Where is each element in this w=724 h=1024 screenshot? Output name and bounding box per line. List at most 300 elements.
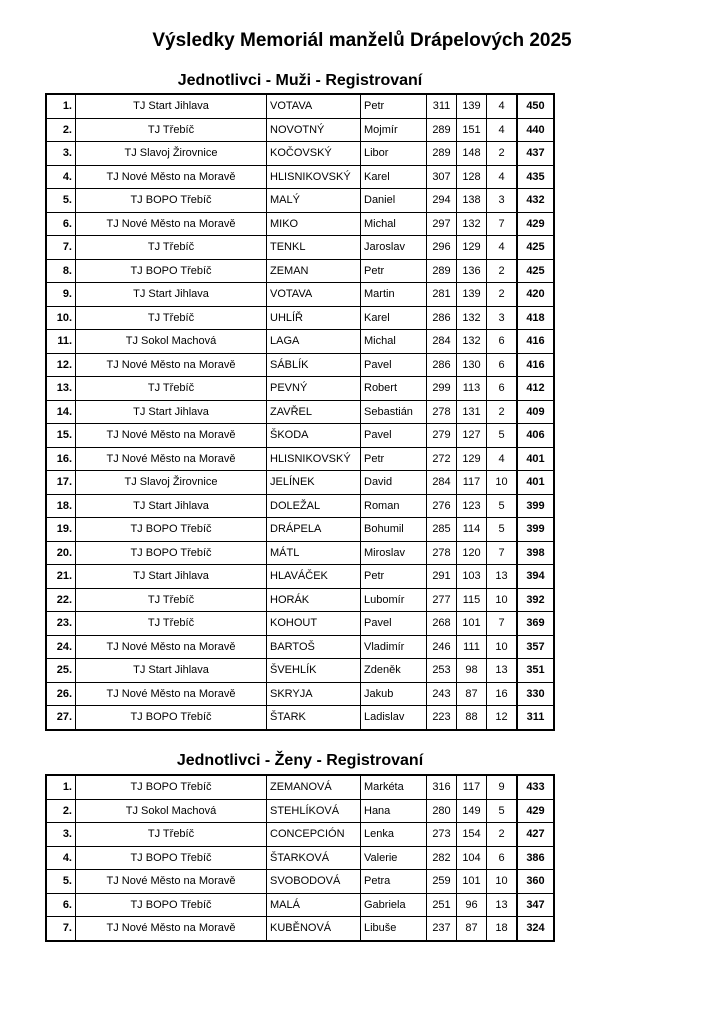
total-score-cell: 406 bbox=[517, 424, 554, 448]
first-name-cell: Gabriela bbox=[361, 893, 427, 917]
first-name-cell: Hana bbox=[361, 799, 427, 823]
club-cell: TJ Nové Město na Moravě bbox=[76, 917, 267, 941]
club-cell: TJ Sokol Machová bbox=[76, 330, 267, 354]
rank-cell: 9. bbox=[46, 283, 76, 307]
total-score-cell: 351 bbox=[517, 659, 554, 683]
score-full-cell: 316 bbox=[427, 775, 457, 799]
surname-cell: SKRYJA bbox=[267, 682, 361, 706]
score-full-cell: 281 bbox=[427, 283, 457, 307]
first-name-cell: Petr bbox=[361, 94, 427, 118]
club-cell: TJ BOPO Třebíč bbox=[76, 706, 267, 730]
first-name-cell: Libor bbox=[361, 142, 427, 166]
total-score-cell: 418 bbox=[517, 306, 554, 330]
score-clear-cell: 101 bbox=[457, 870, 487, 894]
score-full-cell: 243 bbox=[427, 682, 457, 706]
score-full-cell: 280 bbox=[427, 799, 457, 823]
surname-cell: MALÝ bbox=[267, 189, 361, 213]
score-clear-cell: 132 bbox=[457, 330, 487, 354]
first-name-cell: Michal bbox=[361, 212, 427, 236]
surname-cell: ŠTARKOVÁ bbox=[267, 846, 361, 870]
table-row bbox=[46, 306, 554, 330]
club-cell: TJ Třebíč bbox=[76, 236, 267, 260]
total-score-cell: 401 bbox=[517, 471, 554, 495]
first-name-cell: Pavel bbox=[361, 612, 427, 636]
rank-cell: 1. bbox=[46, 94, 76, 118]
table-row bbox=[46, 189, 554, 213]
table-row bbox=[46, 659, 554, 683]
score-full-cell: 286 bbox=[427, 353, 457, 377]
misses-cell: 3 bbox=[487, 306, 518, 330]
club-cell: TJ Slavoj Žirovnice bbox=[76, 471, 267, 495]
surname-cell: SÁBLÍK bbox=[267, 353, 361, 377]
misses-cell: 7 bbox=[487, 541, 518, 565]
table-row bbox=[46, 917, 554, 941]
score-full-cell: 297 bbox=[427, 212, 457, 236]
club-cell: TJ Třebíč bbox=[76, 306, 267, 330]
score-full-cell: 278 bbox=[427, 400, 457, 424]
table-row bbox=[46, 775, 554, 799]
surname-cell: HORÁK bbox=[267, 588, 361, 612]
surname-cell: SVOBODOVÁ bbox=[267, 870, 361, 894]
club-cell: TJ Nové Město na Moravě bbox=[76, 353, 267, 377]
total-score-cell: 425 bbox=[517, 236, 554, 260]
results-table-women bbox=[45, 774, 555, 942]
page-title: Výsledky Memoriál manželů Drápelových 2025 bbox=[152, 30, 572, 51]
score-full-cell: 311 bbox=[427, 94, 457, 118]
score-full-cell: 259 bbox=[427, 870, 457, 894]
misses-cell: 3 bbox=[487, 189, 518, 213]
first-name-cell: Petra bbox=[361, 870, 427, 894]
surname-cell: KUBĚNOVÁ bbox=[267, 917, 361, 941]
table-row bbox=[46, 283, 554, 307]
club-cell: TJ Třebíč bbox=[76, 588, 267, 612]
first-name-cell: Pavel bbox=[361, 424, 427, 448]
club-cell: TJ Nové Město na Moravě bbox=[76, 165, 267, 189]
surname-cell: BARTOŠ bbox=[267, 635, 361, 659]
score-full-cell: 237 bbox=[427, 917, 457, 941]
rank-cell: 19. bbox=[46, 518, 76, 542]
first-name-cell: Jaroslav bbox=[361, 236, 427, 260]
table-row bbox=[46, 612, 554, 636]
first-name-cell: Lubomír bbox=[361, 588, 427, 612]
first-name-cell: Robert bbox=[361, 377, 427, 401]
total-score-cell: 433 bbox=[517, 775, 554, 799]
score-clear-cell: 103 bbox=[457, 565, 487, 589]
score-clear-cell: 96 bbox=[457, 893, 487, 917]
score-clear-cell: 127 bbox=[457, 424, 487, 448]
rank-cell: 1. bbox=[46, 775, 76, 799]
first-name-cell: Libuše bbox=[361, 917, 427, 941]
total-score-cell: 420 bbox=[517, 283, 554, 307]
total-score-cell: 324 bbox=[517, 917, 554, 941]
club-cell: TJ BOPO Třebíč bbox=[76, 846, 267, 870]
rank-cell: 3. bbox=[46, 142, 76, 166]
score-full-cell: 289 bbox=[427, 118, 457, 142]
surname-cell: HLISNIKOVSKÝ bbox=[267, 447, 361, 471]
first-name-cell: Karel bbox=[361, 306, 427, 330]
total-score-cell: 412 bbox=[517, 377, 554, 401]
surname-cell: DOLEŽAL bbox=[267, 494, 361, 518]
misses-cell: 4 bbox=[487, 447, 518, 471]
table-row bbox=[46, 893, 554, 917]
first-name-cell: Karel bbox=[361, 165, 427, 189]
score-full-cell: 223 bbox=[427, 706, 457, 730]
section-title-women: Jednotlivci - Ženy - Registrovaní bbox=[176, 752, 424, 769]
club-cell: TJ Sokol Machová bbox=[76, 799, 267, 823]
rank-cell: 8. bbox=[46, 259, 76, 283]
first-name-cell: Petr bbox=[361, 259, 427, 283]
table-row bbox=[46, 259, 554, 283]
score-clear-cell: 139 bbox=[457, 283, 487, 307]
rank-cell: 21. bbox=[46, 565, 76, 589]
table-row bbox=[46, 353, 554, 377]
club-cell: TJ BOPO Třebíč bbox=[76, 259, 267, 283]
misses-cell: 5 bbox=[487, 799, 518, 823]
first-name-cell: Petr bbox=[361, 447, 427, 471]
total-score-cell: 311 bbox=[517, 706, 554, 730]
club-cell: TJ Nové Město na Moravě bbox=[76, 212, 267, 236]
table-row bbox=[46, 212, 554, 236]
first-name-cell: Petr bbox=[361, 565, 427, 589]
club-cell: TJ BOPO Třebíč bbox=[76, 189, 267, 213]
score-full-cell: 284 bbox=[427, 330, 457, 354]
surname-cell: KOČOVSKÝ bbox=[267, 142, 361, 166]
score-full-cell: 294 bbox=[427, 189, 457, 213]
section-title-men: Jednotlivci - Muži - Registrovaní bbox=[177, 72, 423, 89]
rank-cell: 2. bbox=[46, 799, 76, 823]
rank-cell: 3. bbox=[46, 823, 76, 847]
total-score-cell: 394 bbox=[517, 565, 554, 589]
surname-cell: KOHOUT bbox=[267, 612, 361, 636]
misses-cell: 4 bbox=[487, 165, 518, 189]
rank-cell: 4. bbox=[46, 846, 76, 870]
score-full-cell: 268 bbox=[427, 612, 457, 636]
surname-cell: PEVNÝ bbox=[267, 377, 361, 401]
rank-cell: 27. bbox=[46, 706, 76, 730]
table-row bbox=[46, 165, 554, 189]
surname-cell: JELÍNEK bbox=[267, 471, 361, 495]
score-full-cell: 299 bbox=[427, 377, 457, 401]
misses-cell: 13 bbox=[487, 565, 518, 589]
table-row bbox=[46, 565, 554, 589]
club-cell: TJ Start Jihlava bbox=[76, 659, 267, 683]
results-table-men bbox=[45, 93, 555, 731]
first-name-cell: Bohumil bbox=[361, 518, 427, 542]
score-clear-cell: 151 bbox=[457, 118, 487, 142]
score-clear-cell: 129 bbox=[457, 236, 487, 260]
table-row bbox=[46, 799, 554, 823]
score-clear-cell: 87 bbox=[457, 682, 487, 706]
score-full-cell: 277 bbox=[427, 588, 457, 612]
surname-cell: HLAVÁČEK bbox=[267, 565, 361, 589]
table-row bbox=[46, 588, 554, 612]
total-score-cell: 416 bbox=[517, 330, 554, 354]
table-row bbox=[46, 541, 554, 565]
table-row bbox=[46, 377, 554, 401]
misses-cell: 5 bbox=[487, 494, 518, 518]
total-score-cell: 330 bbox=[517, 682, 554, 706]
table-row bbox=[46, 330, 554, 354]
surname-cell: CONCEPCIÓN bbox=[267, 823, 361, 847]
first-name-cell: Daniel bbox=[361, 189, 427, 213]
score-clear-cell: 138 bbox=[457, 189, 487, 213]
score-full-cell: 289 bbox=[427, 142, 457, 166]
score-clear-cell: 132 bbox=[457, 306, 487, 330]
rank-cell: 5. bbox=[46, 870, 76, 894]
table-row bbox=[46, 236, 554, 260]
misses-cell: 5 bbox=[487, 424, 518, 448]
score-clear-cell: 120 bbox=[457, 541, 487, 565]
total-score-cell: 369 bbox=[517, 612, 554, 636]
table-row bbox=[46, 823, 554, 847]
table-row bbox=[46, 682, 554, 706]
score-clear-cell: 87 bbox=[457, 917, 487, 941]
club-cell: TJ Nové Město na Moravě bbox=[76, 447, 267, 471]
score-clear-cell: 149 bbox=[457, 799, 487, 823]
first-name-cell: Zdeněk bbox=[361, 659, 427, 683]
rank-cell: 18. bbox=[46, 494, 76, 518]
misses-cell: 2 bbox=[487, 283, 518, 307]
misses-cell: 5 bbox=[487, 518, 518, 542]
table-row bbox=[46, 447, 554, 471]
score-clear-cell: 98 bbox=[457, 659, 487, 683]
surname-cell: TENKL bbox=[267, 236, 361, 260]
surname-cell: MIKO bbox=[267, 212, 361, 236]
total-score-cell: 398 bbox=[517, 541, 554, 565]
surname-cell: ŠKODA bbox=[267, 424, 361, 448]
total-score-cell: 427 bbox=[517, 823, 554, 847]
misses-cell: 10 bbox=[487, 635, 518, 659]
table-row bbox=[46, 870, 554, 894]
score-clear-cell: 114 bbox=[457, 518, 487, 542]
rank-cell: 7. bbox=[46, 917, 76, 941]
surname-cell: MALÁ bbox=[267, 893, 361, 917]
score-clear-cell: 148 bbox=[457, 142, 487, 166]
score-clear-cell: 104 bbox=[457, 846, 487, 870]
club-cell: TJ BOPO Třebíč bbox=[76, 775, 267, 799]
first-name-cell: Michal bbox=[361, 330, 427, 354]
first-name-cell: Lenka bbox=[361, 823, 427, 847]
score-full-cell: 285 bbox=[427, 518, 457, 542]
score-clear-cell: 129 bbox=[457, 447, 487, 471]
surname-cell: ZAVŘEL bbox=[267, 400, 361, 424]
misses-cell: 2 bbox=[487, 823, 518, 847]
score-full-cell: 278 bbox=[427, 541, 457, 565]
score-full-cell: 307 bbox=[427, 165, 457, 189]
total-score-cell: 440 bbox=[517, 118, 554, 142]
misses-cell: 10 bbox=[487, 471, 518, 495]
table-row bbox=[46, 400, 554, 424]
score-full-cell: 253 bbox=[427, 659, 457, 683]
rank-cell: 22. bbox=[46, 588, 76, 612]
surname-cell: ZEMANOVÁ bbox=[267, 775, 361, 799]
score-full-cell: 279 bbox=[427, 424, 457, 448]
total-score-cell: 450 bbox=[517, 94, 554, 118]
rank-cell: 6. bbox=[46, 212, 76, 236]
score-full-cell: 284 bbox=[427, 471, 457, 495]
rank-cell: 12. bbox=[46, 353, 76, 377]
table-row bbox=[46, 706, 554, 730]
score-clear-cell: 111 bbox=[457, 635, 487, 659]
surname-cell: UHLÍŘ bbox=[267, 306, 361, 330]
rank-cell: 26. bbox=[46, 682, 76, 706]
table-row bbox=[46, 471, 554, 495]
first-name-cell: Martin bbox=[361, 283, 427, 307]
score-clear-cell: 130 bbox=[457, 353, 487, 377]
misses-cell: 2 bbox=[487, 142, 518, 166]
score-clear-cell: 115 bbox=[457, 588, 487, 612]
table-row bbox=[46, 518, 554, 542]
rank-cell: 4. bbox=[46, 165, 76, 189]
table-row bbox=[46, 494, 554, 518]
club-cell: TJ Třebíč bbox=[76, 612, 267, 636]
misses-cell: 7 bbox=[487, 612, 518, 636]
rank-cell: 13. bbox=[46, 377, 76, 401]
misses-cell: 12 bbox=[487, 706, 518, 730]
club-cell: TJ BOPO Třebíč bbox=[76, 518, 267, 542]
rank-cell: 16. bbox=[46, 447, 76, 471]
first-name-cell: Ladislav bbox=[361, 706, 427, 730]
first-name-cell: Mojmír bbox=[361, 118, 427, 142]
total-score-cell: 425 bbox=[517, 259, 554, 283]
surname-cell: NOVOTNÝ bbox=[267, 118, 361, 142]
misses-cell: 10 bbox=[487, 588, 518, 612]
table-row bbox=[46, 118, 554, 142]
score-clear-cell: 113 bbox=[457, 377, 487, 401]
first-name-cell: Jakub bbox=[361, 682, 427, 706]
surname-cell: VOTAVA bbox=[267, 94, 361, 118]
score-full-cell: 282 bbox=[427, 846, 457, 870]
club-cell: TJ Nové Město na Moravě bbox=[76, 870, 267, 894]
club-cell: TJ BOPO Třebíč bbox=[76, 893, 267, 917]
first-name-cell: David bbox=[361, 471, 427, 495]
club-cell: TJ BOPO Třebíč bbox=[76, 541, 267, 565]
score-clear-cell: 117 bbox=[457, 471, 487, 495]
club-cell: TJ Nové Město na Moravě bbox=[76, 424, 267, 448]
first-name-cell: Roman bbox=[361, 494, 427, 518]
rank-cell: 25. bbox=[46, 659, 76, 683]
rank-cell: 10. bbox=[46, 306, 76, 330]
misses-cell: 4 bbox=[487, 118, 518, 142]
score-clear-cell: 101 bbox=[457, 612, 487, 636]
misses-cell: 6 bbox=[487, 377, 518, 401]
rank-cell: 11. bbox=[46, 330, 76, 354]
rank-cell: 20. bbox=[46, 541, 76, 565]
total-score-cell: 437 bbox=[517, 142, 554, 166]
score-clear-cell: 128 bbox=[457, 165, 487, 189]
table-row bbox=[46, 142, 554, 166]
rank-cell: 5. bbox=[46, 189, 76, 213]
first-name-cell: Miroslav bbox=[361, 541, 427, 565]
score-full-cell: 289 bbox=[427, 259, 457, 283]
rank-cell: 14. bbox=[46, 400, 76, 424]
surname-cell: VOTAVA bbox=[267, 283, 361, 307]
total-score-cell: 392 bbox=[517, 588, 554, 612]
score-clear-cell: 131 bbox=[457, 400, 487, 424]
rank-cell: 17. bbox=[46, 471, 76, 495]
score-full-cell: 246 bbox=[427, 635, 457, 659]
table-row bbox=[46, 94, 554, 118]
score-clear-cell: 139 bbox=[457, 94, 487, 118]
total-score-cell: 399 bbox=[517, 518, 554, 542]
misses-cell: 4 bbox=[487, 94, 518, 118]
first-name-cell: Vladimír bbox=[361, 635, 427, 659]
misses-cell: 4 bbox=[487, 236, 518, 260]
surname-cell: ŠVEHLÍK bbox=[267, 659, 361, 683]
surname-cell: HLISNIKOVSKÝ bbox=[267, 165, 361, 189]
score-full-cell: 291 bbox=[427, 565, 457, 589]
score-clear-cell: 117 bbox=[457, 775, 487, 799]
surname-cell: ZEMAN bbox=[267, 259, 361, 283]
misses-cell: 2 bbox=[487, 259, 518, 283]
total-score-cell: 429 bbox=[517, 799, 554, 823]
club-cell: TJ Třebíč bbox=[76, 118, 267, 142]
misses-cell: 13 bbox=[487, 893, 518, 917]
total-score-cell: 347 bbox=[517, 893, 554, 917]
total-score-cell: 429 bbox=[517, 212, 554, 236]
surname-cell: DRÁPELA bbox=[267, 518, 361, 542]
misses-cell: 6 bbox=[487, 846, 518, 870]
score-full-cell: 251 bbox=[427, 893, 457, 917]
score-full-cell: 272 bbox=[427, 447, 457, 471]
surname-cell: LAGA bbox=[267, 330, 361, 354]
results-table-women-body bbox=[46, 775, 554, 941]
total-score-cell: 432 bbox=[517, 189, 554, 213]
score-full-cell: 286 bbox=[427, 306, 457, 330]
score-full-cell: 276 bbox=[427, 494, 457, 518]
surname-cell: STEHLÍKOVÁ bbox=[267, 799, 361, 823]
misses-cell: 6 bbox=[487, 330, 518, 354]
misses-cell: 13 bbox=[487, 659, 518, 683]
club-cell: TJ Start Jihlava bbox=[76, 494, 267, 518]
club-cell: TJ Slavoj Žirovnice bbox=[76, 142, 267, 166]
club-cell: TJ Třebíč bbox=[76, 377, 267, 401]
club-cell: TJ Nové Město na Moravě bbox=[76, 682, 267, 706]
score-clear-cell: 154 bbox=[457, 823, 487, 847]
table-row bbox=[46, 424, 554, 448]
rank-cell: 15. bbox=[46, 424, 76, 448]
score-full-cell: 296 bbox=[427, 236, 457, 260]
first-name-cell: Pavel bbox=[361, 353, 427, 377]
club-cell: TJ Start Jihlava bbox=[76, 94, 267, 118]
surname-cell: ŠTARK bbox=[267, 706, 361, 730]
misses-cell: 6 bbox=[487, 353, 518, 377]
total-score-cell: 435 bbox=[517, 165, 554, 189]
first-name-cell: Valerie bbox=[361, 846, 427, 870]
total-score-cell: 401 bbox=[517, 447, 554, 471]
first-name-cell: Sebastián bbox=[361, 400, 427, 424]
rank-cell: 23. bbox=[46, 612, 76, 636]
total-score-cell: 357 bbox=[517, 635, 554, 659]
misses-cell: 16 bbox=[487, 682, 518, 706]
score-clear-cell: 132 bbox=[457, 212, 487, 236]
rank-cell: 7. bbox=[46, 236, 76, 260]
misses-cell: 7 bbox=[487, 212, 518, 236]
club-cell: TJ Třebíč bbox=[76, 823, 267, 847]
score-clear-cell: 136 bbox=[457, 259, 487, 283]
score-clear-cell: 88 bbox=[457, 706, 487, 730]
club-cell: TJ Nové Město na Moravě bbox=[76, 635, 267, 659]
misses-cell: 9 bbox=[487, 775, 518, 799]
table-row bbox=[46, 846, 554, 870]
total-score-cell: 399 bbox=[517, 494, 554, 518]
misses-cell: 10 bbox=[487, 870, 518, 894]
total-score-cell: 409 bbox=[517, 400, 554, 424]
rank-cell: 2. bbox=[46, 118, 76, 142]
total-score-cell: 360 bbox=[517, 870, 554, 894]
club-cell: TJ Start Jihlava bbox=[76, 283, 267, 307]
total-score-cell: 386 bbox=[517, 846, 554, 870]
